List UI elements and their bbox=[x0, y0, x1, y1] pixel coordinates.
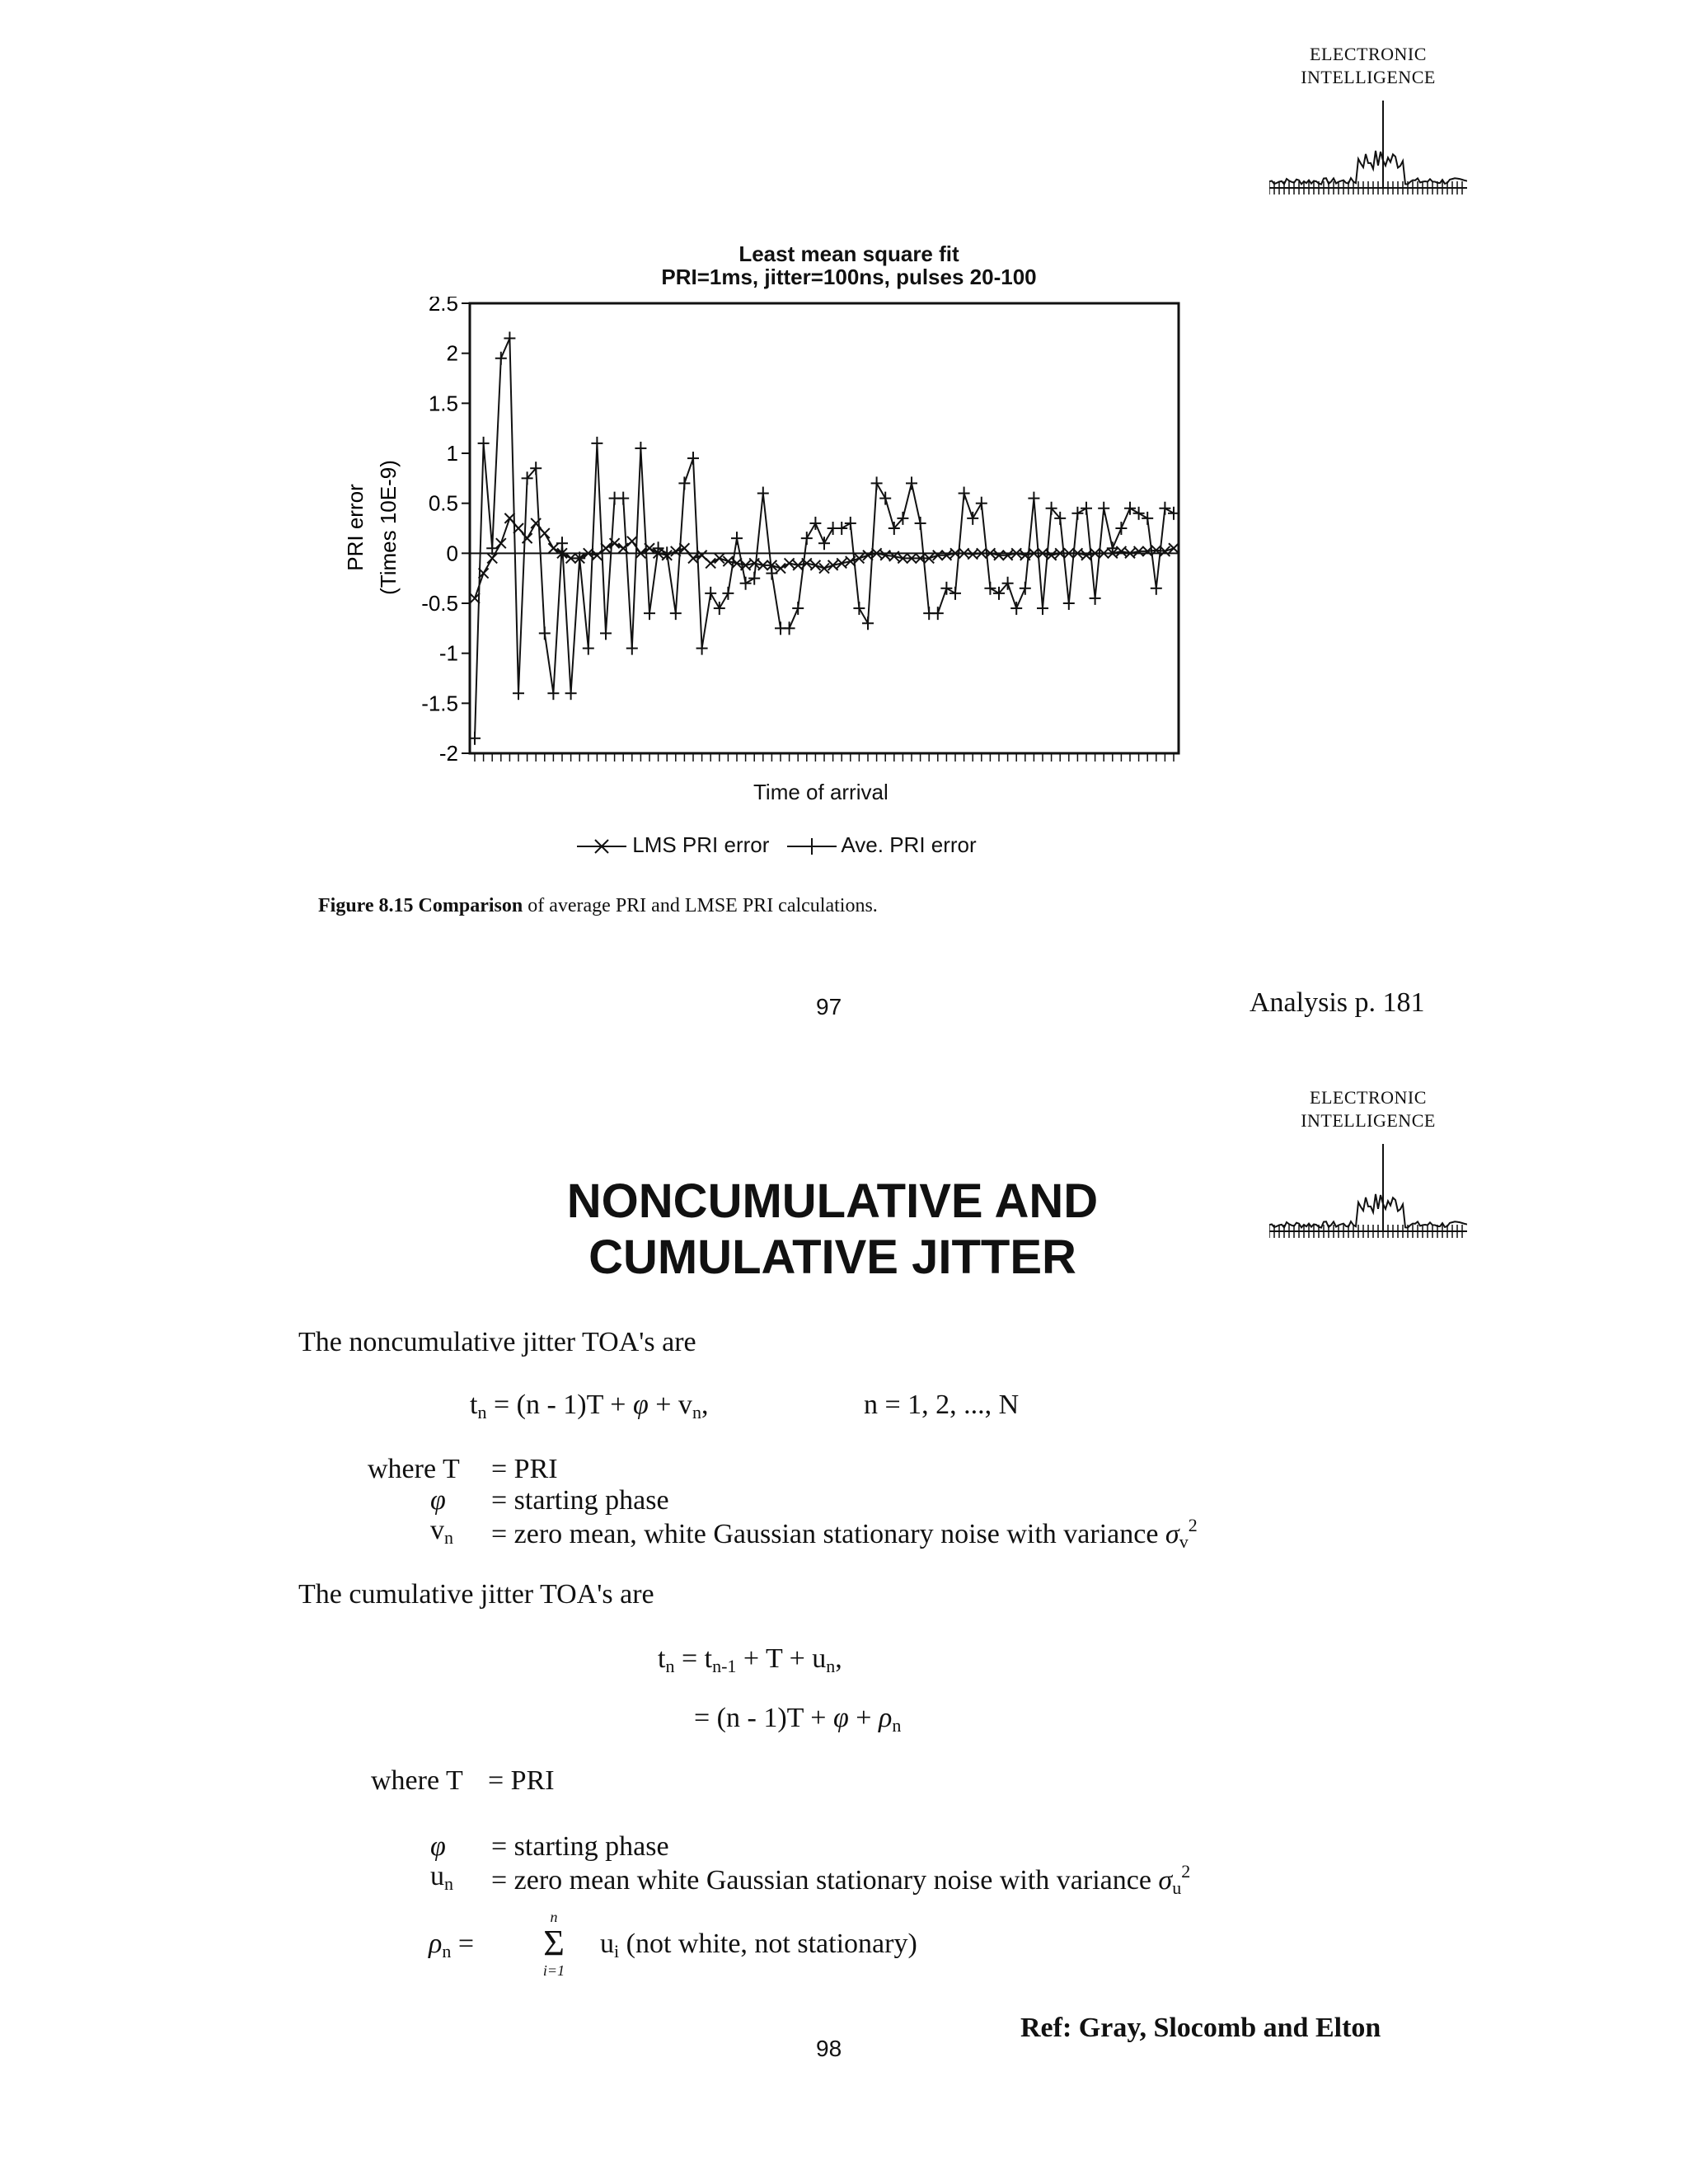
lms-legend-marker-icon bbox=[577, 837, 626, 856]
y-axis-label: PRI error bbox=[343, 484, 368, 571]
ave-pri-error-point bbox=[1028, 492, 1039, 505]
ave-pri-error-point bbox=[731, 532, 743, 545]
electronic-intelligence-logo bbox=[1269, 43, 1467, 166]
x-axis-label: Time of arrival bbox=[753, 780, 889, 804]
page-reference: Analysis p. 181 bbox=[1250, 987, 1425, 1018]
intro-cumulative: The cumulative jitter TOA's are bbox=[298, 1579, 654, 1610]
ave-pri-error-point bbox=[678, 476, 690, 490]
lms-pri-error-point bbox=[688, 553, 698, 563]
ave-pri-error-point bbox=[871, 476, 883, 490]
ave-pri-error-point bbox=[1098, 502, 1109, 515]
ave-pri-error-point bbox=[879, 492, 891, 505]
lms-pri-error-point bbox=[496, 538, 506, 548]
chart-title: Least mean square fit PRI=1ms, jitter=100ns, pulses 20-100 bbox=[486, 242, 1212, 288]
ave-pri-error-point bbox=[591, 437, 603, 450]
ave-pri-error-point bbox=[547, 687, 559, 700]
ave-pri-error-point bbox=[1020, 582, 1031, 595]
caption-text: of average PRI and LMSE PRI calculations. bbox=[528, 895, 878, 916]
ave-pri-error-point bbox=[626, 642, 638, 655]
ave-pri-error-point bbox=[1151, 582, 1162, 595]
intro-noncumulative: The noncumulative jitter TOA's are bbox=[298, 1327, 696, 1357]
y-tick-label: 2 bbox=[446, 340, 458, 366]
lms-pri-error-point bbox=[504, 513, 514, 523]
y-tick-label: 0 bbox=[446, 541, 458, 566]
where-t-2: where T bbox=[371, 1765, 463, 1796]
ave-pri-error-point bbox=[932, 607, 944, 620]
ave-pri-error-point bbox=[967, 512, 978, 525]
ave-pri-error-point bbox=[513, 687, 524, 700]
ave-pri-error-point bbox=[906, 476, 917, 490]
ave-pri-error-point bbox=[853, 602, 865, 615]
phi-symbol-2: φ bbox=[430, 1831, 446, 1862]
ave-pri-error-point bbox=[862, 616, 874, 630]
chart-legend bbox=[577, 832, 977, 858]
y-tick-label: -1 bbox=[438, 640, 458, 666]
y-tick-label: 1 bbox=[446, 441, 458, 466]
y-tick-label: 1.5 bbox=[428, 391, 458, 416]
electronic-intelligence-logo-2 bbox=[1269, 1086, 1467, 1210]
ave-pri-error-point bbox=[1010, 602, 1022, 615]
section-heading: NONCUMULATIVE AND CUMULATIVE JITTER bbox=[566, 1174, 1099, 1284]
ave-pri-error-point bbox=[1090, 592, 1101, 605]
ave-pri-error-point bbox=[1037, 602, 1048, 615]
page-number-97: 97 bbox=[816, 994, 842, 1019]
ave-pri-error-point bbox=[1063, 597, 1075, 610]
caption-word: Comparison bbox=[418, 895, 523, 916]
summation: n Σ i=1 bbox=[542, 1909, 565, 1979]
phi-symbol-1: φ bbox=[430, 1485, 446, 1516]
where-t-1: where T bbox=[368, 1454, 460, 1484]
un-def: = zero mean white Gaussian stationary noise with variance $\sigma_u^2$ bbox=[491, 1861, 1191, 1898]
ave-pri-error-point bbox=[495, 352, 507, 365]
lms-pri-error-point bbox=[715, 553, 724, 563]
lms-pri-error-point bbox=[1169, 543, 1179, 553]
ave-pri-error-point bbox=[696, 642, 708, 655]
lms-pri-error-point bbox=[819, 564, 829, 574]
ave-pri-error-point bbox=[556, 537, 568, 550]
ave-pri-error-point bbox=[784, 621, 795, 635]
ave-pri-error-point bbox=[539, 626, 551, 640]
signal-waveform-icon bbox=[1269, 1136, 1467, 1251]
ave-pri-error-point bbox=[617, 492, 629, 505]
lms-pri-error-point bbox=[627, 537, 637, 546]
source-reference: Ref: Gray, Slocomb and Elton bbox=[1020, 2013, 1381, 2043]
figure-caption bbox=[318, 895, 878, 917]
logo-line2: INTELLIGENCE bbox=[1301, 1110, 1436, 1131]
ave-pri-error-point bbox=[809, 517, 821, 530]
vn-def: = zero mean, white Gaussian stationary noise with variance $\sigma_v^2$ bbox=[491, 1515, 1198, 1552]
ave-pri-error-point bbox=[504, 331, 515, 344]
ave-pri-error-point bbox=[792, 602, 804, 615]
caption-label: Figure 8.15 bbox=[318, 895, 414, 916]
ave-pri-error-point bbox=[959, 487, 970, 500]
ave-pri-error-point bbox=[757, 487, 769, 500]
ave-pri-error-point bbox=[635, 442, 646, 455]
pri-def-2: = PRI bbox=[488, 1765, 555, 1796]
lms-pri-error-point bbox=[548, 543, 558, 553]
pri-def-1: = PRI bbox=[491, 1454, 558, 1484]
n-range: n = 1, 2, ..., N bbox=[864, 1390, 1020, 1420]
ave-pri-error-point bbox=[714, 602, 725, 615]
logo-line2: INTELLIGENCE bbox=[1301, 67, 1436, 87]
ave-pri-error-point bbox=[565, 687, 577, 700]
vn-symbol: $v_n$ bbox=[430, 1515, 453, 1548]
signal-waveform-icon bbox=[1269, 92, 1467, 208]
logo-line1: ELECTRONIC bbox=[1310, 44, 1427, 64]
lms-pri-error-point bbox=[706, 558, 715, 568]
equation-noncumulative: $t_n = (n - 1)T + \varphi + v_n$, bbox=[470, 1390, 709, 1422]
ave-legend-marker-icon bbox=[787, 837, 837, 856]
y-axis-label-units: (Times 10E-9) bbox=[376, 460, 401, 595]
equation-cumulative-2: = $(n - 1)T + \varphi + \rho_n$ bbox=[694, 1703, 902, 1736]
ave-pri-error-point bbox=[705, 587, 716, 600]
legend-ave: Ave. PRI error bbox=[841, 832, 977, 857]
ave-pri-error-point bbox=[687, 452, 699, 465]
y-tick-label: 2.5 bbox=[428, 297, 458, 316]
chart-subtitle: PRI=1ms, jitter=100ns, pulses 20-100 bbox=[661, 265, 1037, 289]
phase-def-2: = starting phase bbox=[491, 1831, 669, 1862]
rho-symbol: $\rho_n$ = bbox=[429, 1929, 475, 1961]
y-tick-label: 0.5 bbox=[428, 490, 458, 516]
ave-pri-error-point bbox=[1115, 522, 1127, 535]
lms-pri-error-point bbox=[854, 553, 864, 563]
y-tick-label: -1.5 bbox=[421, 691, 458, 716]
y-tick-label: -2 bbox=[438, 741, 458, 766]
lms-pri-error-point bbox=[523, 533, 532, 543]
rho-def: $u_i$ (not white, not stationary) bbox=[600, 1929, 917, 1961]
ave-pri-error-point bbox=[583, 642, 594, 655]
logo-line1: ELECTRONIC bbox=[1310, 1087, 1427, 1108]
ave-pri-error-point bbox=[600, 626, 612, 640]
un-symbol: $u_n$ bbox=[430, 1861, 453, 1894]
lms-pri-error-point bbox=[776, 564, 785, 574]
lms-pri-error-point bbox=[540, 528, 550, 538]
phase-def-1: = starting phase bbox=[491, 1485, 669, 1516]
page-number-98: 98 bbox=[816, 2036, 842, 2061]
ave-pri-error-point bbox=[818, 537, 830, 550]
chart bbox=[330, 297, 1236, 808]
plot-frame bbox=[470, 303, 1179, 753]
ave-pri-error-point bbox=[644, 607, 655, 620]
y-tick-label: -0.5 bbox=[421, 591, 458, 616]
ave-pri-error-point bbox=[976, 497, 987, 510]
ave-pri-error-point bbox=[478, 437, 490, 450]
ave-pri-error-point bbox=[670, 607, 682, 620]
ave-pri-error-point bbox=[915, 517, 926, 530]
ave-pri-error-point bbox=[801, 532, 813, 545]
legend-lms: LMS PRI error bbox=[632, 832, 770, 857]
ave-pri-error-point bbox=[722, 587, 734, 600]
equation-cumulative-1: $t_n = t_{n-1} + T + u_n$, bbox=[658, 1643, 842, 1676]
